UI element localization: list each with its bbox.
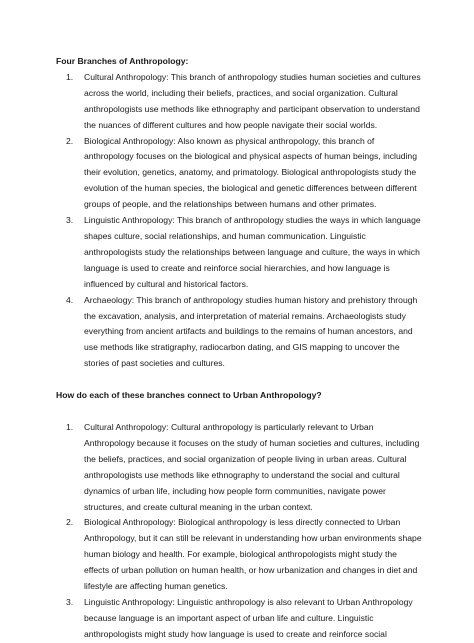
list-item <box>56 134 422 214</box>
list-item-number: 2. <box>66 135 74 146</box>
branches-list <box>56 70 422 372</box>
section-heading-urban-connection: How do each of these branches connect to Urban Anthropology? <box>56 390 322 401</box>
list-item <box>56 420 422 515</box>
list-item <box>56 213 422 293</box>
list-item <box>56 293 422 373</box>
list-item-text: Cultural Anthropology: Cultural anthropology is particularly relevant to Urban Anthropology because it focuses on the study of human societies and cultures, including the beliefs, practices, and social organization of people living in urban areas. Cultural anthropologists use methods like ethnography to understand the social and cultural dynamics of urban life, including how people form communities, navigate power structures, and create cultural meaning in the urban context. <box>84 422 420 512</box>
list-item-text: Linguistic Anthropology: Linguistic anthropology is also relevant to Urban Anthropology because language is an important aspect of urban life and culture. Linguistic anthropologists might study how language is used to create and reinforce social <box>84 597 413 639</box>
list-item <box>56 595 422 643</box>
list-item-text: Archaeology: This branch of anthropology studies human history and prehistory through the excavation, analysis, and interpretation of material remains. Archaeologists study everything from ancient artifacts and buildings to the remains of human ancestors, and use methods like stratigraphy, radiocarbon dating, and GIS mapping to uncover the stories of past societies and cultures. <box>84 294 418 369</box>
list-item-number: 4. <box>66 294 74 305</box>
list-item <box>56 515 422 595</box>
list-item-number: 3. <box>66 597 74 607</box>
document-body <box>56 54 422 643</box>
list-item-text: Linguistic Anthropology: This branch of anthropology studies the ways in which language shapes culture, social relationships, and human communication. Linguistic anthropologists study the relationships between language and culture, the ways in which language is used to create and reinforce social hierarchies, and how language is influenced by cultural and historical factors. <box>84 215 421 289</box>
list-item-text: Biological Anthropology: Biological anthropology is less directly connected to Urban Anthropology, but it can still be relevant in understanding how urban environments shape human biology and health. For example, biological anthropologists might study the effects of urban pollution on human health, or how urbanization and changes in diet and lifestyle are affecting human genetics. <box>84 517 422 592</box>
list-item <box>56 70 422 134</box>
list-item-number: 3. <box>66 215 74 226</box>
list-item-text: Cultural Anthropology: This branch of anthropology studies human societies and cultures across the world, including their beliefs, practices, and social organization. Cultural anthropologists use methods like ethnography and participant observation to understand the nuances of different cultures and how people navigate their social worlds. <box>84 71 421 130</box>
list-item-number: 1. <box>66 422 74 433</box>
urban-connection-list <box>56 420 422 643</box>
list-item-number: 2. <box>66 517 74 528</box>
section-heading-branches: Four Branches of Anthropology: <box>56 56 189 66</box>
list-item-number: 1. <box>66 71 74 82</box>
list-item-text: Biological Anthropology: Also known as physical anthropology, this branch of anthropology focuses on the biological and physical aspects of human beings, including their evolution, genetics, anatomy, and primatology. Biological anthropologists study the evolution of the human species, the biological and genetic differences between different groups of people, and the relationships between humans and other primates. <box>84 135 417 210</box>
